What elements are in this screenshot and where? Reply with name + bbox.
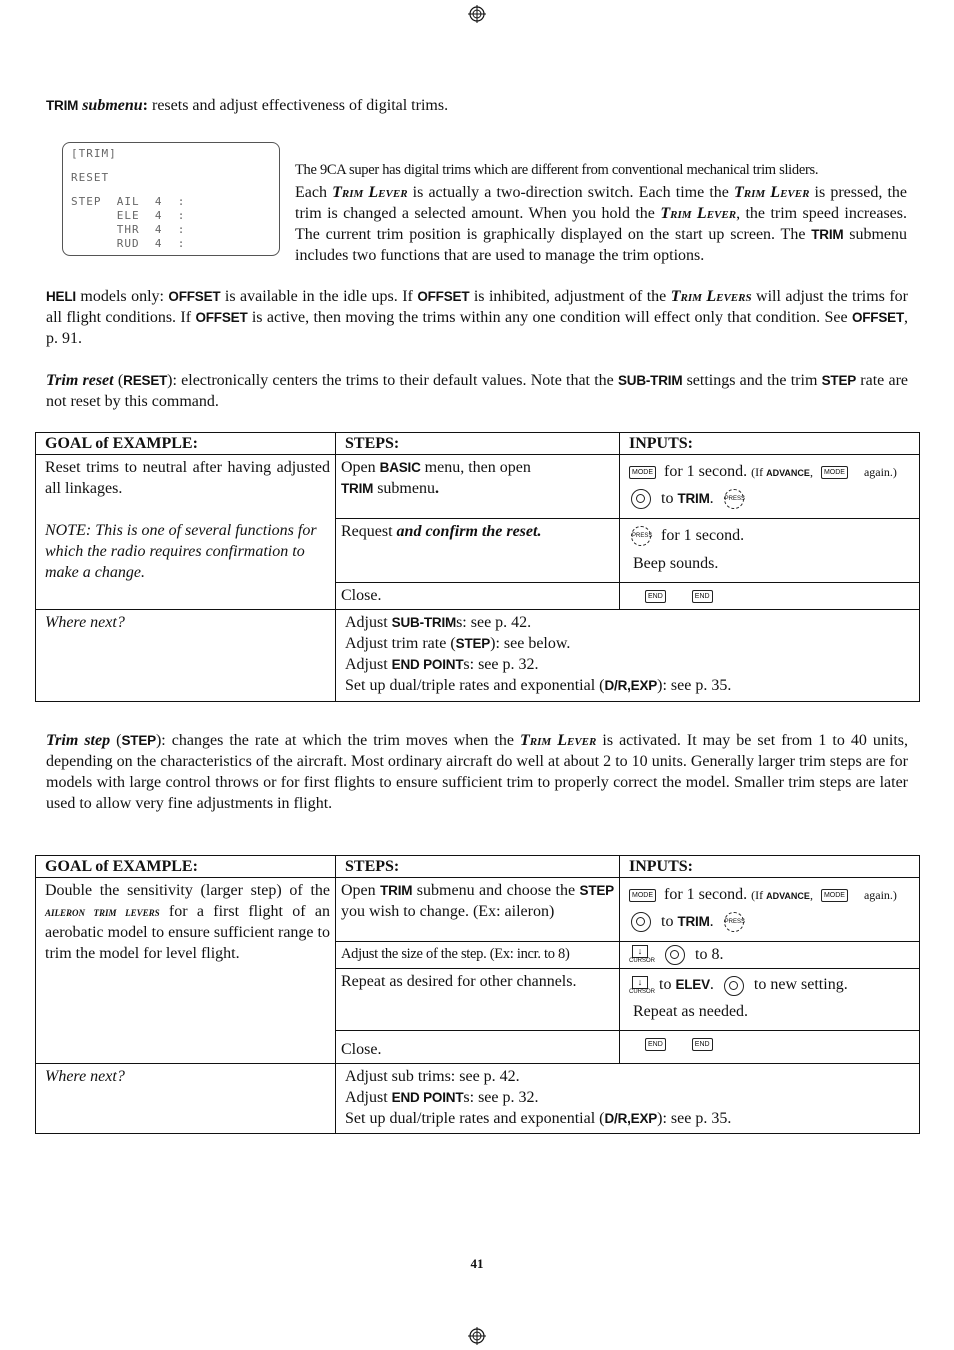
- input-cell: MODE for 1 second. (If ADVANCE, MODE again.) to TRIM. PRESS: [620, 878, 920, 942]
- lcd-line: [TRIM]: [71, 147, 117, 160]
- end-key-icon: END: [645, 1038, 666, 1051]
- lcd-line: THR 4 :: [71, 223, 186, 236]
- mode-key-icon: MODE: [821, 889, 848, 902]
- step-cell: Open TRIM submenu and choose the STEP you wish to change. (Ex: aileron): [336, 878, 620, 942]
- dial-icon: [631, 912, 651, 932]
- trim-lever-term: Trim Lever: [332, 184, 408, 201]
- lcd-line: STEP AIL 4 :: [71, 195, 186, 208]
- step-cell: Adjust the size of the step. (Ex: incr. to 8): [336, 942, 620, 969]
- input-cell: PRESS for 1 second. Beep sounds.: [620, 519, 920, 583]
- where-next-label: Where next?: [36, 1064, 336, 1134]
- header-inputs: INPUTS:: [620, 856, 920, 878]
- lcd-line: ELE 4 :: [71, 209, 186, 222]
- step-cell: Request and confirm the reset.: [336, 519, 620, 583]
- cursor-down-icon: ↓ CURSOR: [629, 946, 656, 965]
- repeat-text: Repeat as needed.: [633, 1003, 749, 1021]
- intro-italic: submenu: [82, 97, 143, 114]
- table-row: [36, 1064, 920, 1134]
- dial-icon: [724, 976, 744, 996]
- example-table-reset: [35, 432, 920, 702]
- trim-lever-term: Trim Lever: [660, 205, 737, 222]
- keyword-trim: TRIM: [811, 227, 844, 242]
- trim-description: The 9CA super has digital trims which are different from conventional mechanical trim sliders. Each Trim Lever is actually a two-direction switch. Each time the Trim Lever is pressed, the trim is changed a selected amount. When you hold the Trim Lever, the trim speed increases. The current trim position is graphically displayed on the start up screen. The TRIM submenu includes two functions that are used to manage the trim options.: [295, 162, 908, 264]
- desc-first-line: The 9CA super has digital trims which are different from conventional mechanical trim sliders.: [295, 162, 819, 178]
- lcd-line: RESET: [71, 171, 110, 184]
- mode-key-icon: MODE: [629, 466, 656, 479]
- header-inputs: INPUTS:: [620, 433, 920, 455]
- table-header-row: [36, 856, 920, 878]
- dial-icon: [665, 945, 685, 965]
- where-next-cell: Adjust SUB-TRIMs: see p. 42. Adjust trim rate (STEP): see below. Adjust END POINTs: see p. 32. Set up dual/triple rates and exponential (D/R,EXP): see p. 35.: [336, 610, 920, 702]
- goal-note: NOTE: This is one of several functions for which the radio requires confirmation to make a change.: [45, 522, 317, 581]
- trim-lever-term: Trim Lever: [734, 184, 810, 201]
- table-header-row: [36, 433, 920, 455]
- end-key-icon: END: [692, 590, 713, 603]
- end-key-icon: END: [645, 590, 666, 603]
- trim-reset-paragraph: Trim reset (RESET): electronically centers the trims to their default values. Note that the SUB-TRIM settings and the trim STEP rate are not reset by this command.: [46, 372, 909, 410]
- input-cell: ↓ CURSOR to 8.: [620, 942, 920, 969]
- step-cell: Open BASIC menu, then open TRIM submenu.: [336, 455, 620, 519]
- step-cell: Close.: [336, 1031, 620, 1064]
- header-goal: GOAL of EXAMPLE:: [36, 433, 336, 455]
- goal-cell: Reset trims to neutral after having adjusted all linkages. NOTE: This is one of several functions for which the radio requires confirmation to make a change.: [36, 455, 336, 610]
- table-row: [36, 610, 920, 702]
- header-steps: STEPS:: [336, 856, 620, 878]
- beep-text: Beep sounds.: [633, 555, 719, 572]
- press-icon: PRESS: [724, 912, 744, 932]
- step-cell: Close.: [336, 583, 620, 610]
- input-cell: [620, 1031, 920, 1064]
- cursor-down-icon: ↓ CURSOR: [629, 976, 656, 995]
- keyword-trim: TRIM: [46, 98, 79, 113]
- lcd-line: RUD 4 :: [71, 237, 186, 250]
- heli-paragraph: HELI models only: OFFSET is available in the idle ups. If OFFSET is inhibited, adjustment of the Trim Levers will adjust the trims for all flight conditions. If OFFSET is active, then moving the trims within any one condition will effect only that condition. See OFFSET, p. 91.: [46, 288, 909, 347]
- trim-step-paragraph: Trim step (STEP): changes the rate at which the trim moves when the Trim Lever is activated. It may be set from 1 to 40 units, depending on the characteristics of the aircraft. Most ordinary aircraft do well at about 2 to 10 units. Generally larger trim steps are for models with large control throws or for first flights to ensure sufficient trim to properly correct the model. Smaller trim steps are later used to allow very fine adjustments in flight.: [46, 732, 909, 812]
- table-row: [36, 455, 920, 519]
- registration-mark-top: [468, 5, 486, 23]
- dial-icon: [631, 489, 651, 509]
- press-icon: PRESS: [724, 489, 744, 509]
- table-row: [36, 878, 920, 942]
- header-goal: GOAL of EXAMPLE:: [36, 856, 336, 878]
- where-next-label: Where next?: [36, 610, 336, 702]
- example-table-step: [35, 855, 920, 1134]
- lcd-screen-illustration: [62, 142, 280, 256]
- input-cell: ↓ CURSOR to ELEV. to new setting. Repeat as needed.: [620, 969, 920, 1031]
- header-steps: STEPS:: [336, 433, 620, 455]
- page-number: 41: [470, 1256, 484, 1271]
- where-next-cell: Adjust sub trims: see p. 42. Adjust END POINTs: see p. 32. Set up dual/triple rates and exponential (D/R,EXP): see p. 35.: [336, 1064, 920, 1134]
- press-icon: PRESS: [631, 526, 651, 546]
- trim-submenu-intro: TRIM submenu: resets and adjust effectiveness of digital trims.: [46, 97, 449, 114]
- registration-mark-bottom: [468, 1327, 486, 1345]
- mode-key-icon: MODE: [821, 466, 848, 479]
- goal-cell: Double the sensitivity (larger step) of the aileron trim levers for a first flight of an aerobatic model to ensure sufficient range to trim the model for level flight.: [36, 878, 336, 1064]
- end-key-icon: END: [692, 1038, 713, 1051]
- mode-key-icon: MODE: [629, 889, 656, 902]
- step-cell: Repeat as desired for other channels.: [336, 969, 620, 1031]
- input-cell: MODE for 1 second. (If ADVANCE, MODE again.) to TRIM. PRESS: [620, 455, 920, 519]
- input-cell: [620, 583, 920, 610]
